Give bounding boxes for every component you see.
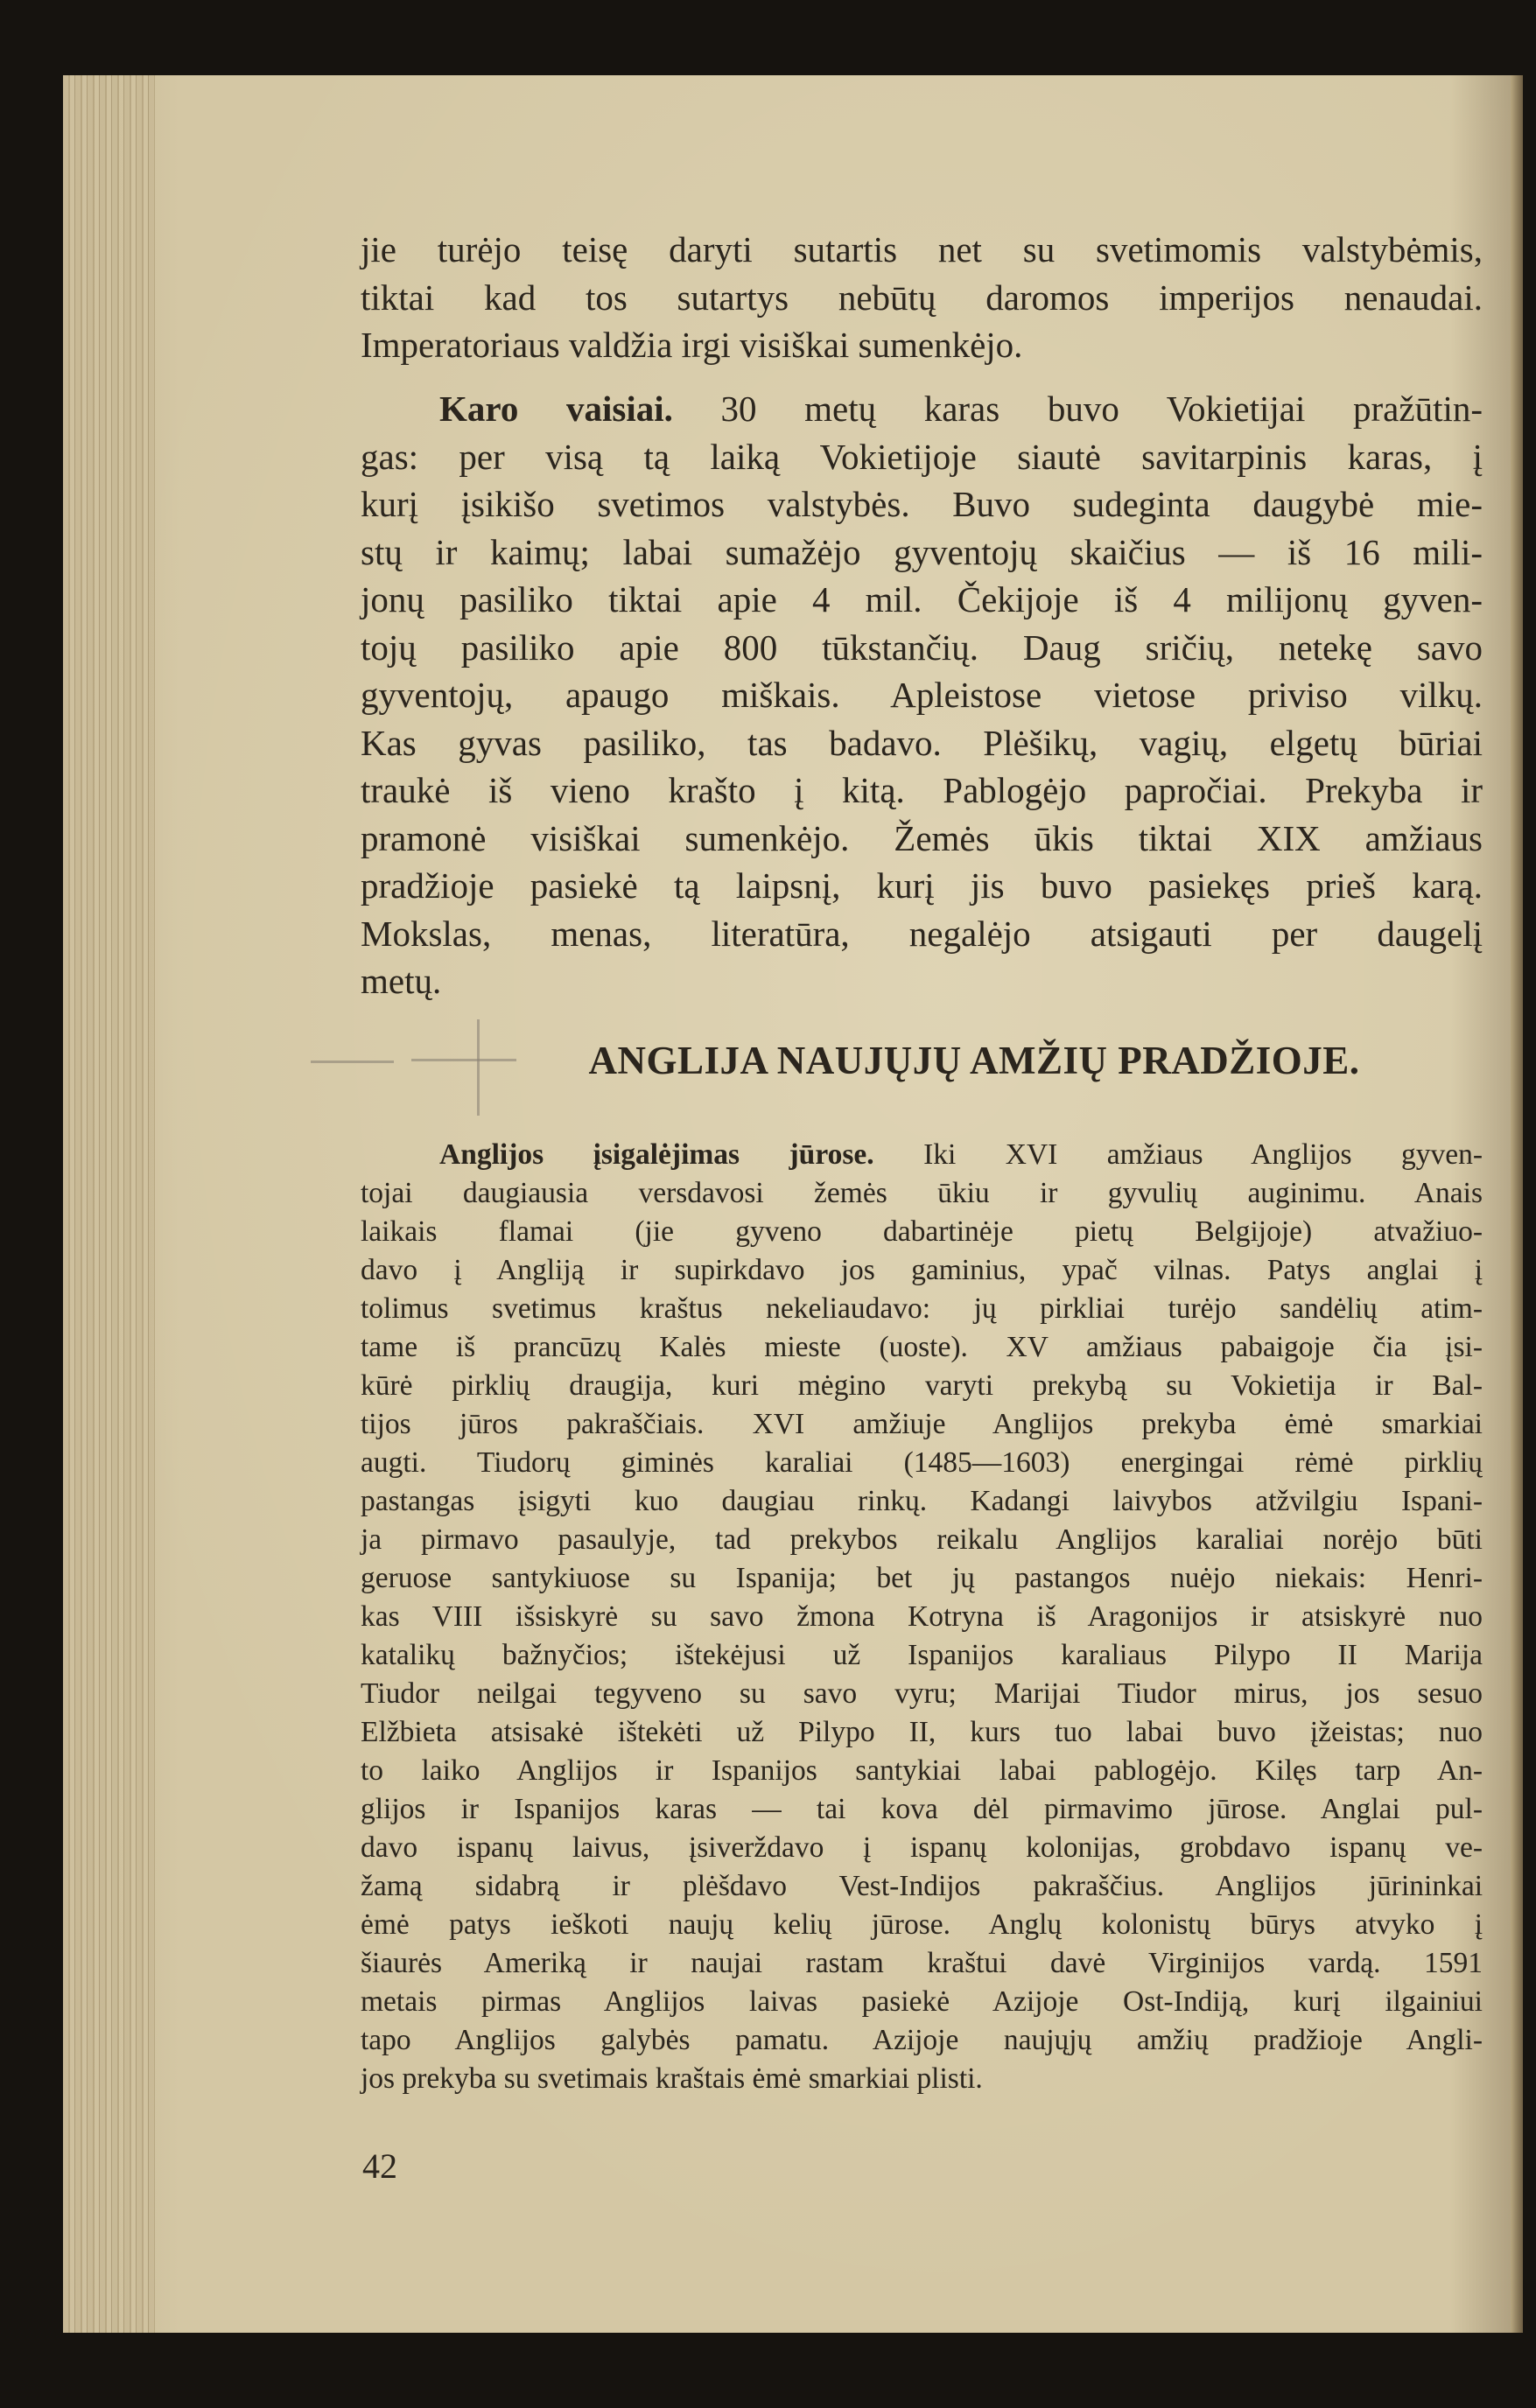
text-line: kurį įsikišo svetimos valstybės. Buvo sudeginta daugybė mie- [361, 484, 1483, 524]
text-line: davo į Angliją ir supirkdavo jos gaminius, ypač vilnas. Patys anglai į [361, 1254, 1483, 1286]
text-line: tijos jūros pakraščiais. XVI amžiuje Anglijos prekyba ėmė smarkiai [361, 1408, 1483, 1440]
text-line: Elžbieta atsisakė ištekėti už Pilypo II, kurs tuo labai buvo įžeistas; nuo [361, 1716, 1483, 1748]
text-line: metais pirmas Anglijos laivas pasiekė Azijoje Ost-Indiją, kurį ilgainiui [361, 1985, 1483, 2018]
text-line [361, 385, 1483, 433]
text-line: Mokslas, menas, literatūra, negalėjo atsigauti per daugelį [361, 913, 1483, 954]
paragraph-lead: Karo vaisiai. [439, 388, 673, 429]
text-line: pradžioje pasiekė tą laipsnį, kurį jis buvo pasiekęs prieš karą. [361, 865, 1483, 906]
line-text: Iki XVI amžiaus Anglijos gyven- [923, 1138, 1483, 1171]
text-line: šiaurės Ameriką ir naujai rastam kraštui davė Virginijos vardą. 1591 [361, 1947, 1483, 1979]
text-line: Kas gyvas pasiliko, tas badavo. Plėšikų, vagių, elgetų būriai [361, 722, 1483, 763]
text-line: ja pirmavo pasaulyje, tad prekybos reikalu Anglijos karaliai norėjo būti [361, 1523, 1483, 1556]
text-line: augti. Tiudorų giminės karaliai (1485—1603) energingai rėmė pirklių [361, 1446, 1483, 1479]
text-line: jos prekyba su svetimais kraštais ėmė smarkiai plisti. [361, 2062, 983, 2095]
text-line: davo ispanų laivus, įsiverždavo į ispanų kolonijas, grobdavo ispanų ve- [361, 1831, 1483, 1864]
text-line: tapo Anglijos galybės pamatu. Azijoje naujųjų amžių pradžioje Angli- [361, 2024, 1483, 2056]
text-line: Tiudor neilgai tegyveno su savo vyru; Marijai Tiudor mirus, jos sesuo [361, 1677, 1483, 1710]
text-line: tame iš prancūzų Kalės mieste (uoste). XV amžiaus pabaigoje čia įsi- [361, 1331, 1483, 1363]
text-line: tolimus svetimus kraštus nekeliaudavo: jų pirkliai turėjo sandėlių atim- [361, 1292, 1483, 1325]
text-line: laikais flamai (jie gyveno dabartinėje pietų Belgijoje) atvažiuo- [361, 1215, 1483, 1248]
paragraph-lead: Anglijos įsigalėjimas jūrose. [439, 1138, 874, 1171]
text-line: gas: per visą tą laiką Vokietijoje siautė savitarpinis karas, į [361, 436, 1483, 477]
text-line: Imperatoriaus valdžia irgi visiškai sumenkėjo. [361, 325, 1023, 365]
text-line: katalikų bažnyčios; ištekėjusi už Ispanijos karaliaus Pilypo II Marija [361, 1639, 1483, 1671]
text-line: tojų pasiliko apie 800 tūkstančių. Daug sričių, netekę savo [361, 626, 1483, 668]
page-number: 42 [362, 2146, 397, 2186]
text-line: stų ir kaimų; labai sumažėjo gyventojų skaičius — iš 16 mili- [361, 531, 1483, 572]
text-line: glijos ir Ispanijos karas — tai kova dėl pirmavimo jūrose. Anglai pul- [361, 1793, 1483, 1825]
text-line: kas VIII išsiskyrė su savo žmona Kotryna iš Aragonijos ir atsiskyrė nuo [361, 1600, 1483, 1633]
paragraph-karo-vaisiai [361, 385, 1483, 1005]
text-line: kūrė pirklių draugija, kuri mėgino varyti prekybą su Vokietija ir Bal- [361, 1369, 1483, 1402]
paragraph-1 [361, 226, 1483, 369]
paragraph-anglijos-isigalejimas [361, 1136, 1483, 2098]
text-line: metų. [361, 961, 442, 1001]
text-line: žamą sidabrą ir plėšdavo Vest-Indijos pakraščius. Anglijos jūrininkai [361, 1870, 1483, 1902]
text-line: tojai daugiausia versdavosi žemės ūkiu ir gyvulių auginimu. Anais [361, 1177, 1483, 1209]
text-line: gyventojų, apaugo miškais. Apleistose vietose priviso vilkų. [361, 675, 1483, 715]
line-text: 30 metų karas buvo Vokietijai pražūtin- [720, 388, 1483, 429]
text-line: jonų pasiliko tiktai apie 4 mil. Čekijoje iš 4 milijonų gyven- [361, 579, 1483, 620]
text-line: jie turėjo teisę daryti sutartis net su svetimomis valstybėmis, [361, 229, 1483, 270]
page-right-edge [1511, 75, 1523, 2333]
text-line: pastangas įsigyti kuo daugiau rinkų. Kadangi laivybos atžvilgiu Ispani- [361, 1485, 1483, 1517]
page-stack-edge [63, 75, 155, 2333]
text-line [361, 1136, 1483, 1174]
text-line: tiktai kad tos sutartys nebūtų daromos imperijos nenaudai. [361, 276, 1483, 318]
text-line: geruose santykiuose su Ispanija; bet jų pastangos nuėjo niekais: Henri- [361, 1562, 1483, 1594]
text-line: traukė iš vieno krašto į kitą. Pablogėjo papročiai. Prekyba ir [361, 770, 1483, 810]
section-heading: ANGLIJA NAUJŲJŲ AMŽIŲ PRADŽIOJE. [588, 1039, 1360, 1082]
text-line: pramonė visiškai sumenkėjo. Žemės ūkis tiktai XIX amžiaus [361, 817, 1483, 858]
text-line: ėmė patys ieškoti naujų kelių jūrose. Anglų kolonistų būrys atvyko į [361, 1908, 1483, 1941]
text-line: to laiko Anglijos ir Ispanijos santykiai labai pablogėjo. Kilęs tarp An- [361, 1754, 1483, 1787]
